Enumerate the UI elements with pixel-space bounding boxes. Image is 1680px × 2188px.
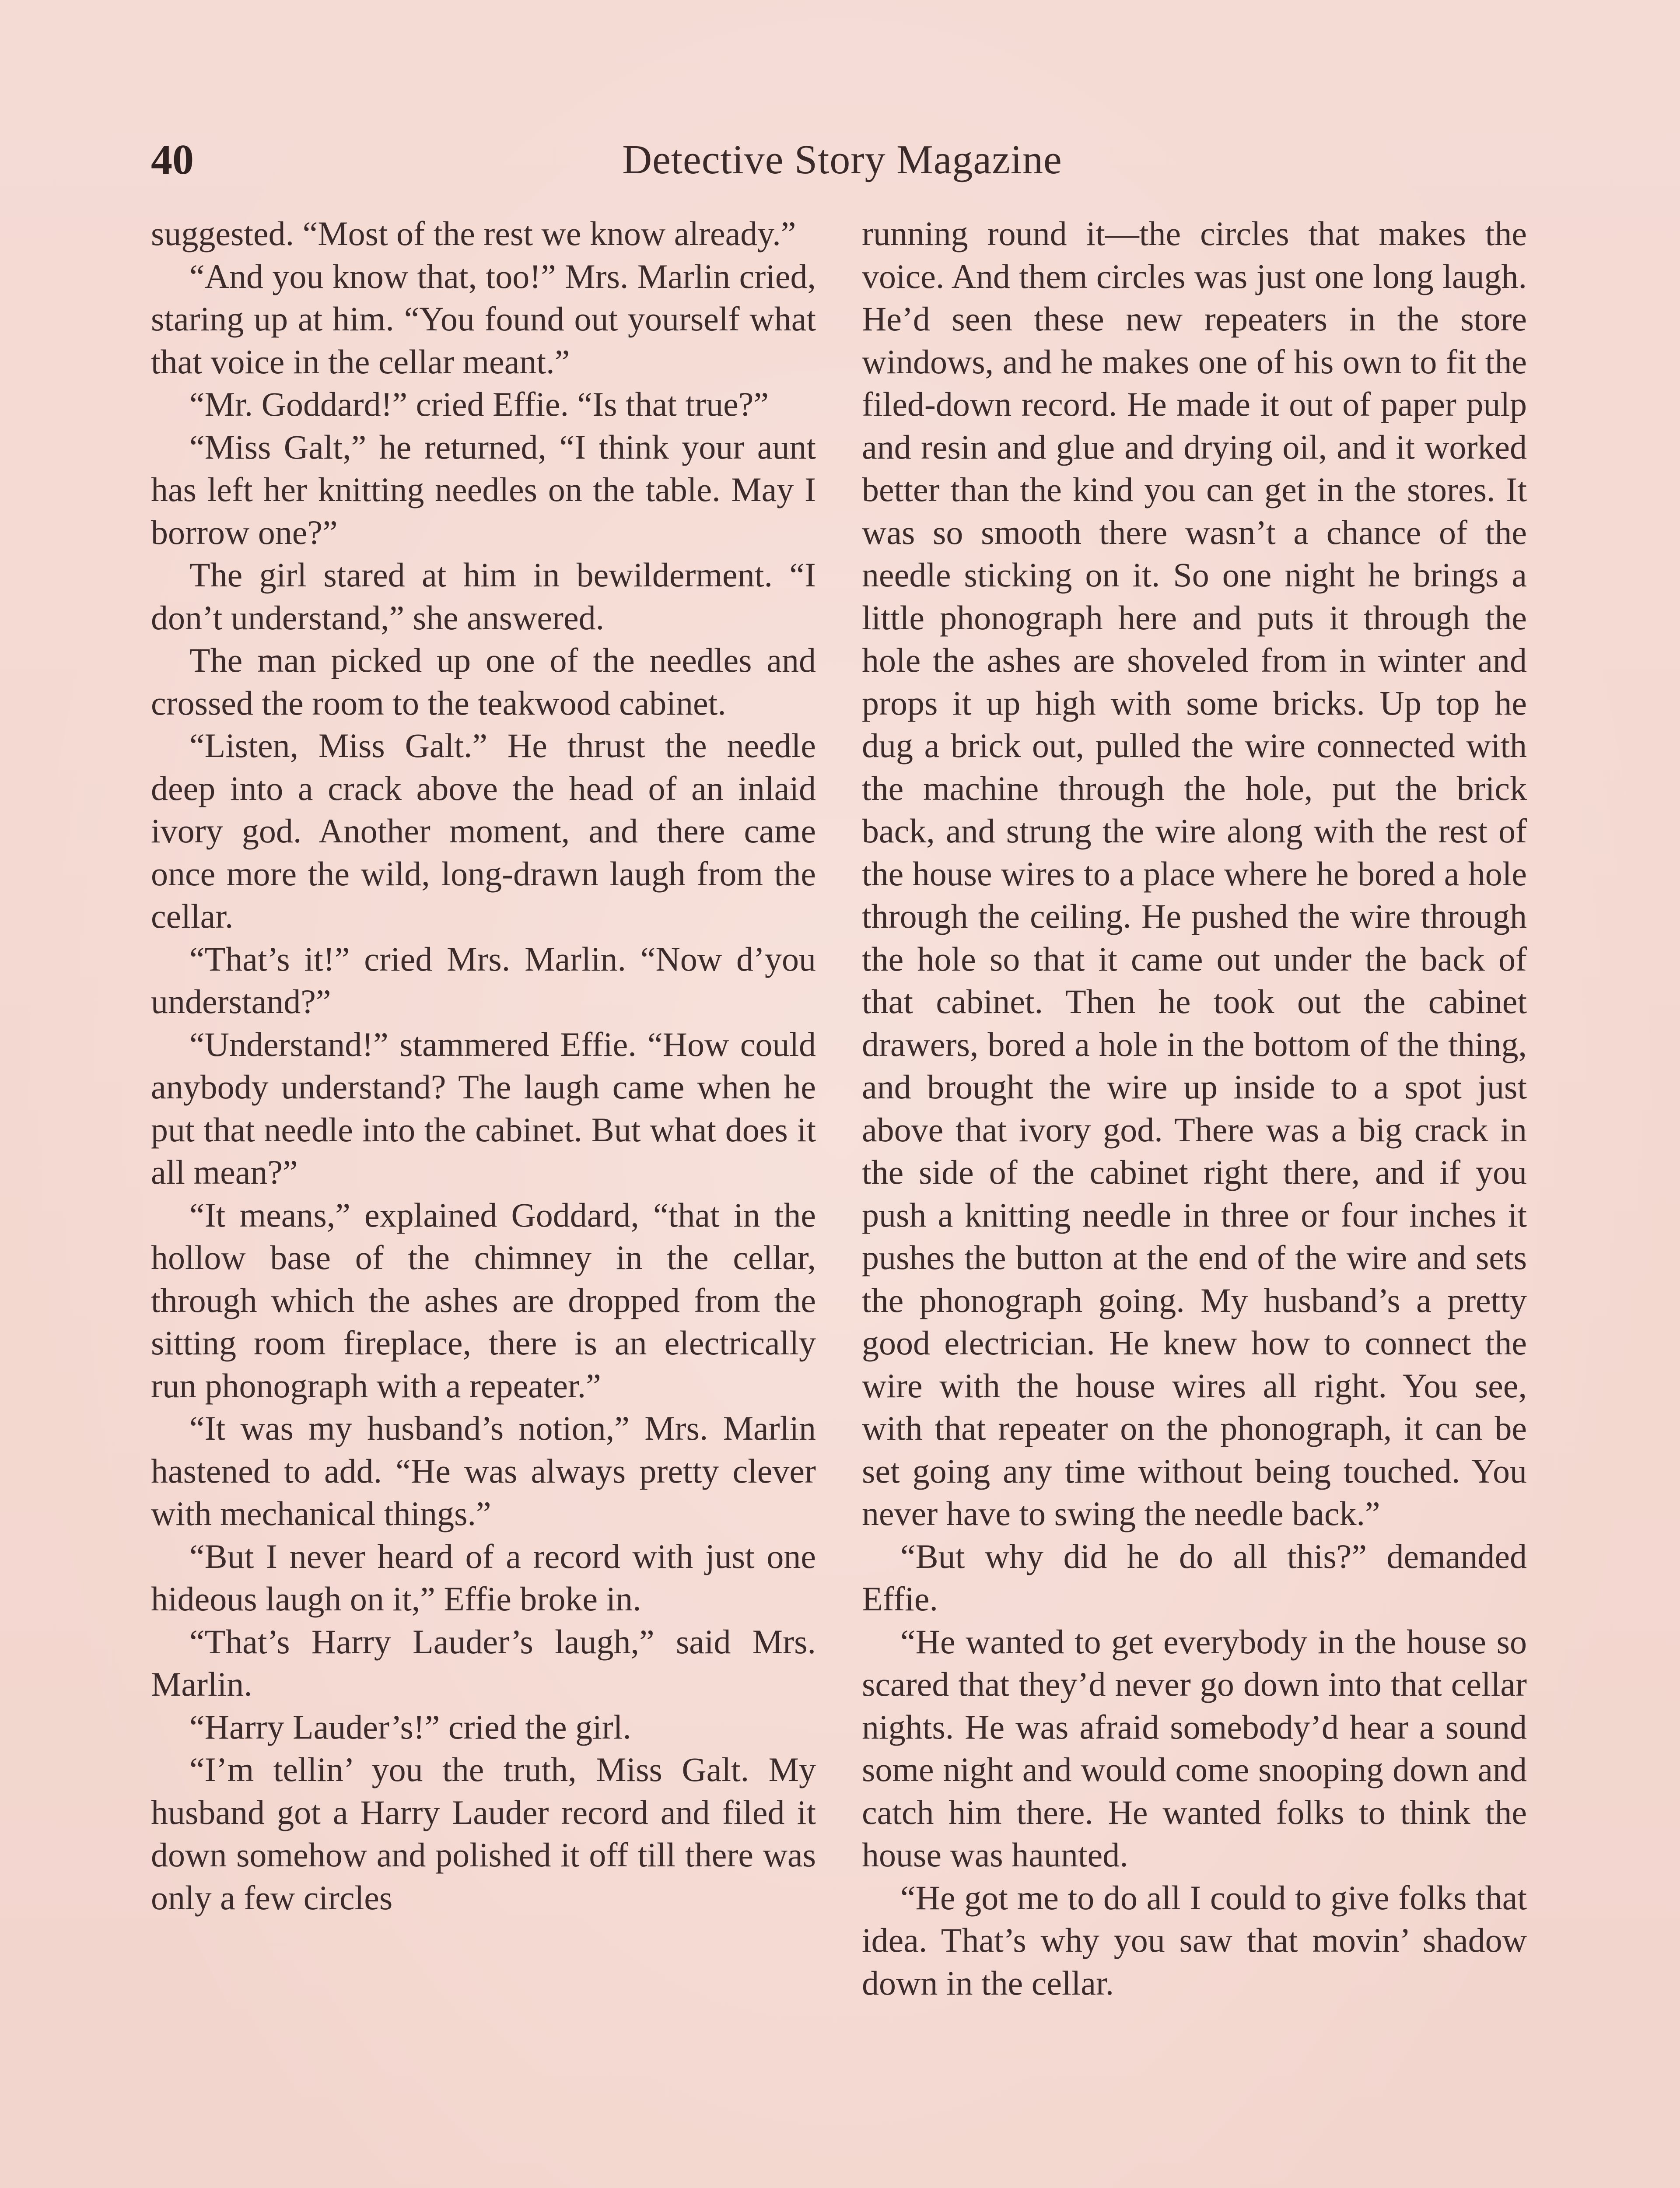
right-column	[862, 212, 1527, 2004]
paragraph: “That’s it!” cried Mrs. Marlin. “Now d’you understand?”	[151, 940, 816, 1020]
paragraph: suggested. “Most of the rest we know already.”	[151, 214, 796, 252]
paragraph: “But I never heard of a record with just one hideous laugh on it,” Effie broke in.	[151, 1537, 816, 1618]
paragraph: “Mr. Goddard!” cried Effie. “Is that true?”	[189, 385, 769, 423]
page-header	[151, 127, 1533, 193]
paragraph: “He got me to do all I could to give folks that idea. That’s why you saw that movin’ shadow down in the cellar.	[862, 1878, 1527, 2002]
paragraph: “It was my husband’s notion,” Mrs. Marlin hastened to add. “He was always pretty clever with mechanical things.”	[151, 1409, 816, 1532]
paragraph: “Harry Lauder’s!” cried the girl.	[189, 1708, 631, 1746]
paragraph: “I’m tellin’ you the truth, Miss Galt. My husband got a Harry Lauder record and filed it down somehow and polished it off till there was only a few circles	[151, 1750, 816, 1917]
paragraph: “But why did he do all this?” demanded Effie.	[862, 1537, 1527, 1618]
paragraph: The man picked up one of the needles and crossed the room to the teakwood cabinet.	[151, 641, 816, 722]
paragraph: “And you know that, too!” Mrs. Marlin cried, staring up at him. “You found out yourself what that voice in the cellar meant.”	[151, 257, 816, 381]
paragraph: “It means,” explained Goddard, “that in the hollow base of the chimney in the cellar, through which the ashes are dropped from the sitting room fireplace, there is an electrically run phonograph with a repeater.”	[151, 1196, 816, 1405]
paragraph: “Listen, Miss Galt.” He thrust the needle deep into a crack above the head of an inlaid ivory god. Another moment, and there came once more the wild, long-drawn laugh from the cellar.	[151, 726, 816, 935]
page-number: 40	[151, 136, 194, 183]
paragraph: “Understand!” stammered Effie. “How could anybody understand? The laugh came when he put that needle into the cabinet. But what does it all mean?”	[151, 1025, 816, 1191]
paragraph: The girl stared at him in bewilderment. “I don’t understand,” she answered.	[151, 556, 816, 637]
paragraph: “Miss Galt,” he returned, “I think your aunt has left her knitting needles on the table. May I borrow one?”	[151, 428, 816, 551]
left-column	[151, 212, 816, 1919]
running-title: Detective Story Magazine	[622, 137, 1062, 182]
paragraph: “He wanted to get everybody in the house so scared that they’d never go down into that cellar nights. He was afraid somebody’d hear a sound some night and would come snooping down and catch him there. He wanted folks to think the house was haunted.	[862, 1622, 1527, 1874]
paragraph: “That’s Harry Lauder’s laugh,” said Mrs. Marlin.	[151, 1622, 816, 1703]
paragraph: running round it—the circles that makes the voice. And them circles was just one long laugh. He’d seen these new repeaters in the store windows, and he makes one of his own to fit the filed-down record. He made it out of paper pulp and resin and glue and drying oil, and it worked better than the kind you can get in the stores. It was so smooth there wasn’t a chance of the needle sticking on it. So one night he brings a little phonograph here and puts it through the hole the ashes are shoveled from in winter and props it up high with some bricks. Up top he dug a brick out, pulled the wire connected with the machine through the hole, put the brick back, and strung the wire along with the rest of the house wires to a place where he bored a hole through the ceiling. He pushed the wire through the hole so that it came out under the back of that cabinet. Then he took out the cabinet drawers, bored a hole in the bottom of the thing, and brought the wire up inside to a spot just above that ivory god. There was a big crack in the side of the cabinet right there, and if you push a knitting needle in three or four inches it pushes the button at the end of the wire and sets the phonograph going. My husband’s a pretty good electrician. He knew how to connect the wire with the house wires all right. You see, with that repeater on the phonograph, it can be set going any time without being touched. You never have to swing the needle back.”	[862, 214, 1527, 1532]
